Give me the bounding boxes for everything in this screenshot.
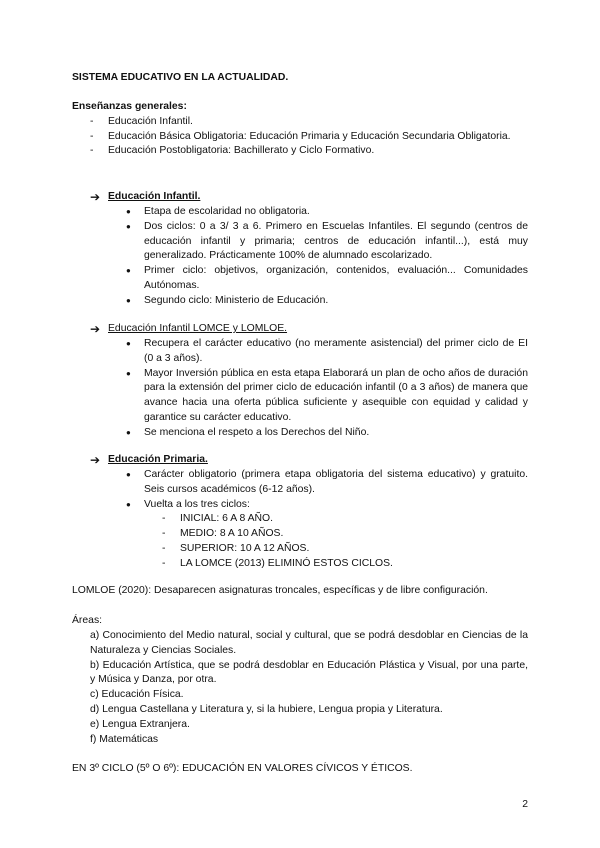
list-item: a) Conocimiento del Medio natural, social y cultural, que se podrá desdoblar en Ciencias de la Naturaleza y Ciencias Sociales. (90, 630, 528, 656)
list-item: e) Lengua Extranjera. (90, 718, 190, 730)
arrow-icon: ➔ (90, 190, 101, 204)
list-item-label: Vuelta a los tres ciclos: (144, 498, 250, 510)
general-education-block (72, 100, 528, 159)
list-item: ● Primer ciclo: objetivos, organización, contenidos, evaluación... Comunidades Autónomas. (126, 264, 528, 294)
list-item: d) Lengua Castellana y Literatura y, si la hubiere, Lengua propia y Literatura. (90, 703, 443, 715)
list-item: ● Etapa de escolaridad no obligatoria. (126, 205, 528, 220)
section-title: Educación Infantil. (108, 191, 201, 202)
infantil-list (126, 205, 528, 309)
list-item: - Educación Infantil. (72, 115, 528, 130)
sub-list-item: - INICIAL: 6 A 8 AÑO. (144, 512, 528, 527)
list-item: - Educación Básica Obligatoria: Educación Primaria y Educación Secundaria Obligatoria. (72, 130, 528, 145)
list-item: b) Educación Artística, que se podrá desdoblar en Educación Plástica y Visual, por una parte, y Música y Danza, por otra. (90, 659, 528, 686)
list-item: ● Recupera el carácter educativo (no meramente asistencial) del primer ciclo de EI (0 a 3 años). (126, 337, 528, 367)
arrow-icon: ➔ (90, 453, 101, 467)
page-number: 2 (522, 799, 528, 810)
general-list (72, 115, 528, 159)
list-item: - Educación Postobligatoria: Bachillerato y Ciclo Formativo. (72, 144, 528, 159)
general-heading: Enseñanzas generales: (72, 101, 187, 112)
list-item: c) Educación Física. (90, 689, 184, 701)
list-item: ● Segundo ciclo: Ministerio de Educación. (126, 294, 528, 309)
lomloe-paragraph: LOMLOE (2020): Desaparecen asignaturas troncales, específicas y de libre configuración. (72, 585, 488, 596)
list-item: ● Se menciona el respeto a los Derechos del Niño. (126, 426, 528, 441)
list-item (126, 498, 528, 572)
sub-list-item: - SUPERIOR: 10 A 12 AÑOS. (144, 542, 528, 557)
sub-list-item: - MEDIO: 8 A 10 AÑOS. (144, 527, 528, 542)
cycle-paragraph: EN 3º CICLO (5º O 6º): EDUCACIÓN EN VALORES CÍVICOS Y ÉTICOS. (72, 763, 413, 774)
list-item: ● Mayor Inversión pública en esta etapa Elaborará un plan de ocho años de duración para la extensión del primer ciclo de educación infantil (0 a 3 años) de manera que avance hacia una oferta pública suficiente y asequible con equidad y calidad y garantice su carácter educativo. (126, 367, 528, 426)
list-item: ● Carácter obligatorio (primera etapa obligatoria del sistema educativo) y gratuito. Seis cursos académicos (6-12 años). (126, 468, 528, 498)
section-heading-infantil (90, 190, 200, 205)
areas-heading: Áreas: (72, 615, 103, 626)
lomce-list (126, 337, 528, 441)
section-heading-primaria (90, 453, 208, 468)
list-item: f) Matemáticas (90, 733, 159, 745)
areas-list (90, 629, 528, 747)
arrow-icon: ➔ (90, 322, 101, 336)
cycles-list (144, 512, 528, 571)
primaria-list (126, 468, 528, 572)
sub-list-item: - LA LOMCE (2013) ELIMINÓ ESTOS CICLOS. (144, 557, 528, 572)
list-item: ● Dos ciclos: 0 a 3/ 3 a 6. Primero en Escuelas Infantiles. El segundo (centros de educación infantil y primaria; centros de educación infantil...), está muy generalizado. Prácticamente 100% de alumnado escolarizado. (126, 220, 528, 264)
section-heading-lomce (90, 322, 287, 337)
section-title: Educación Primaria. (108, 454, 208, 465)
section-title: Educación Infantil LOMCE y LOMLOE. (108, 323, 288, 334)
document-title: SISTEMA EDUCATIVO EN LA ACTUALIDAD. (72, 72, 289, 83)
